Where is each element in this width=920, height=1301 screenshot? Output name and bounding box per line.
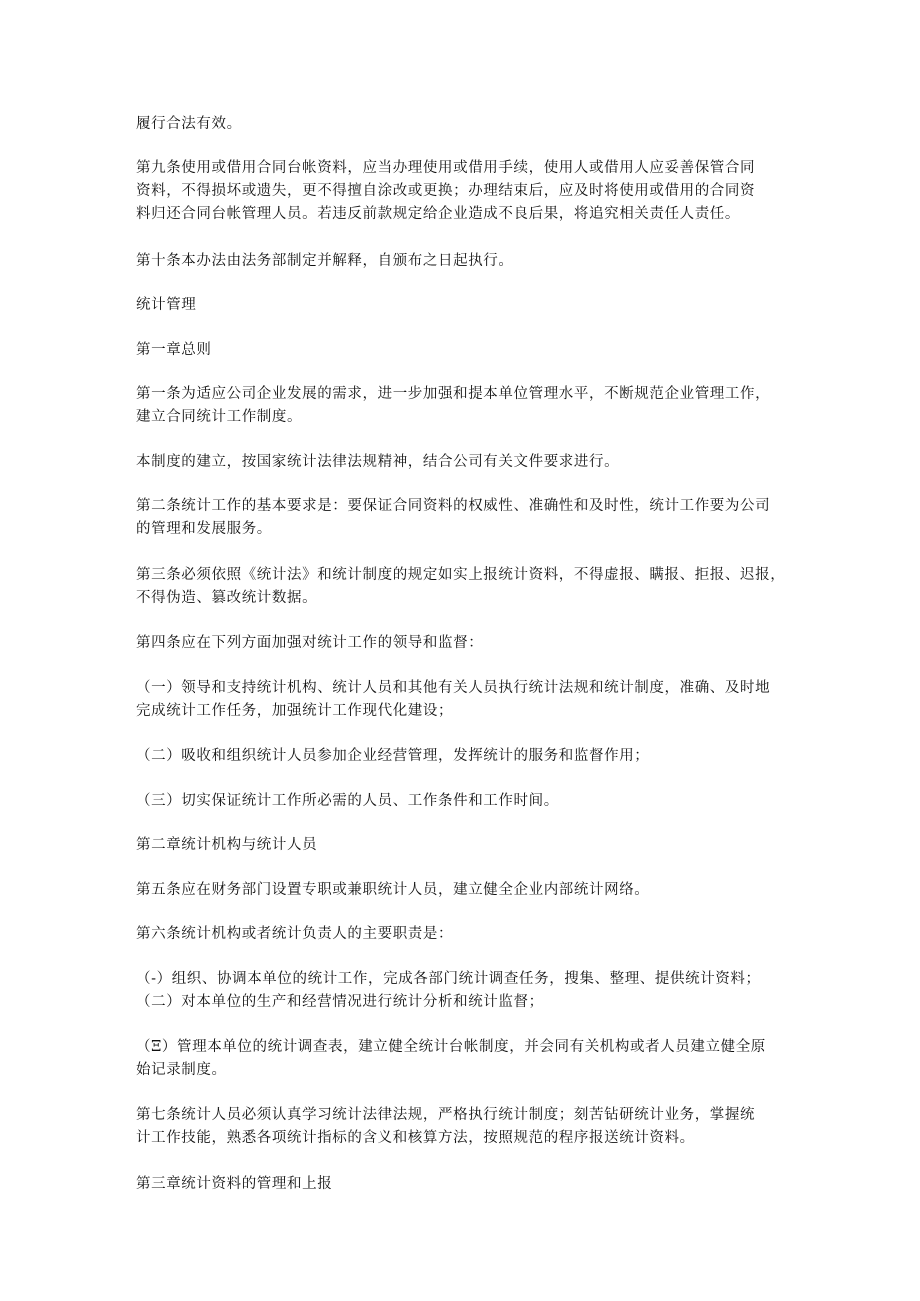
text-line: 统计管理: [136, 297, 197, 313]
text-line: 不得伪造、篡改统计数据。: [136, 590, 318, 606]
paragraph: [136, 250, 786, 273]
text-line: （Ξ）管理本单位的统计调查表，建立健全统计台帐制度，并会同有关机构或者人员建立健全原: [136, 1039, 766, 1055]
text-line: 计工作技能，熟悉各项统计指标的含义和核算方法，按照规范的程序报送统计资料。: [136, 1130, 695, 1146]
text-line: （二）吸收和组织统计人员参加企业经营管理，发挥统计的服务和监督作用；: [136, 748, 650, 764]
paragraph: [136, 383, 786, 429]
list-item: [136, 677, 786, 723]
text-line: 的管理和发展服务。: [136, 521, 272, 537]
text-line: 第二章统计机构与统计人员: [136, 837, 318, 853]
text-line: 第四条应在下列方面加强对统计工作的领导和监督：: [136, 635, 484, 651]
chapter-heading: [136, 834, 786, 857]
text-line: 完成统计工作任务，加强统计工作现代化建设；: [136, 703, 454, 719]
text-line: 第二条统计工作的基本要求是：要保证合同资料的权威性、准确性和及时性，统计工作要为公司: [136, 498, 771, 514]
text-line: 第一章总则: [136, 342, 212, 358]
chapter-heading: [136, 339, 786, 362]
section-title: [136, 294, 786, 317]
text-line: （三）切实保证统计工作所必需的人员、工作条件和工作时间。: [136, 793, 559, 809]
chapter-heading: [136, 1173, 786, 1196]
paragraph: [136, 451, 786, 474]
text-line: 履行合法有效。: [136, 116, 242, 132]
text-line: 第五条应在财务部门设置专职或兼职统计人员，建立健全企业内部统计网络。: [136, 882, 650, 898]
paragraph: [136, 1104, 786, 1150]
paragraph: [136, 923, 786, 946]
text-line: 第十条本办法由法务部制定并解释，自颁布之日起执行。: [136, 253, 514, 269]
paragraph: [136, 495, 786, 541]
text-line: 第一条为适应公司企业发展的需求，进一步加强和提本单位管理水平，不断规范企业管理工作，: [136, 386, 771, 402]
paragraph: [136, 564, 786, 610]
text-line: 第三章统计资料的管理和上报: [136, 1176, 333, 1192]
text-line: （二）对本单位的生产和经营情况进行统计分析和统计监督；: [136, 994, 544, 1010]
text-line: （一）领导和支持统计机构、统计人员和其他有关人员执行统计法规和统计制度，准确、及时地: [136, 680, 771, 696]
list-item: [136, 745, 786, 768]
paragraph: [136, 632, 786, 655]
text-line: 第九条使用或借用合同台帐资料，应当办理使用或借用手续，使用人或借用人应妥善保管合同: [136, 160, 756, 176]
list-item: [136, 968, 786, 1014]
list-item: [136, 1036, 786, 1082]
text-line: 建立合同统计工作制度。: [136, 409, 303, 425]
text-line: 第七条统计人员必须认真学习统计法律法规，严格执行统计制度；刻苦钻研统计业务，掌握统: [136, 1107, 756, 1123]
paragraph: [136, 157, 786, 226]
text-line: 始记录制度。: [136, 1062, 227, 1078]
list-item: [136, 790, 786, 813]
text-line: 第六条统计机构或者统计负责人的主要职责是：: [136, 926, 454, 942]
text-line: 第三条必须依照《统计法》和统计制度的规定如实上报统计资料，不得虚报、瞒报、拒报、迟报，: [136, 567, 786, 583]
text-line: （-）组织、协调本单位的统计工作，完成各部门统计调查任务，搜集、整理、提供统计资料；: [136, 971, 761, 987]
paragraph: [136, 113, 786, 136]
paragraph: [136, 879, 786, 902]
text-line: 资料，不得损坏或遗失，更不得擅自涂改或更换；办理结束后，应及时将使用或借用的合同资: [136, 183, 756, 199]
text-line: 料归还合同台帐管理人员。若违反前款规定给企业造成不良后果，将追究相关责任人责任。: [136, 206, 740, 222]
text-line: 本制度的建立，按国家统计法律法规精神，结合公司有关文件要求进行。: [136, 454, 620, 470]
